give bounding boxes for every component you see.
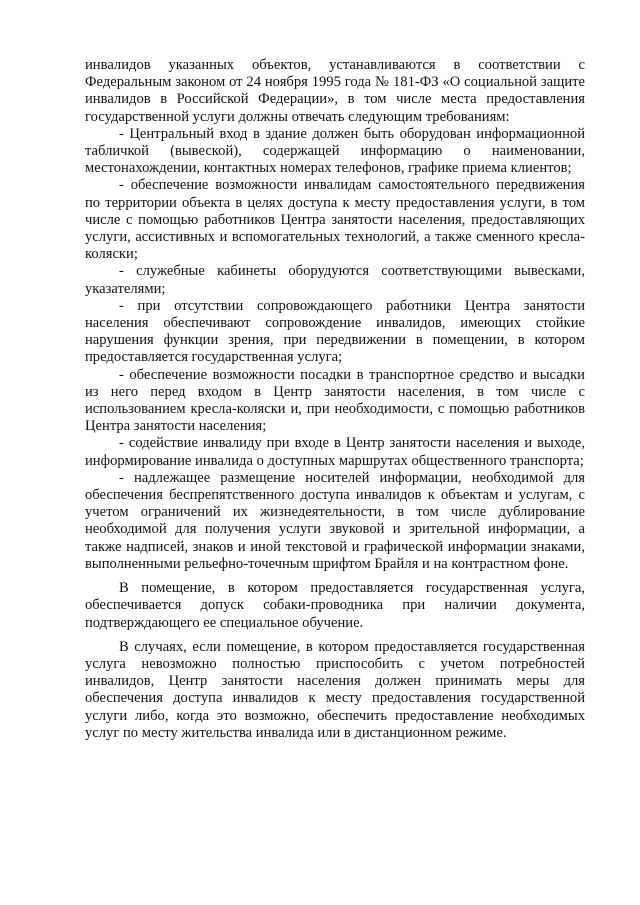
paragraph-guide-dog: В помещение, в котором предоставляется государственная услуга, обеспечивается допуск собаки-проводника при наличии документа, подтверждающего ее специальное обучение.: [85, 580, 585, 631]
paragraph-independent-movement: - обеспечение возможности инвалидам самостоятельного передвижения по территории объекта в целях доступа к месту предоставления услуги, в том числе с помощью работников Центра занятости населения, предоставляющих услуги, ассистивных и вспомогательных технологий, а также сменного кресла-коляски;: [85, 177, 585, 263]
paragraph-information-media: - надлежащее размещение носителей информации, необходимой для обеспечения беспрепятственного доступа инвалидов к объектам и услугам, с учетом ограничений их жизнедеятельности, в том числе дублирование необходимой для получения услуги звуковой и зрительной информации, а также надписей, знаков и иной текстовой и графической информации знаками, выполненными рельефно-точечным шрифтом Брайля и на контрастном фоне.: [85, 469, 585, 572]
paragraph-escort: - при отсутствии сопровождающего работники Центра занятости населения обеспечивают сопровождение инвалидов, имеющих стойкие нарушения функции зрения, при передвижении в помещении, в котором предоставляется государственная услуга;: [85, 297, 585, 366]
paragraph-alternative-measures: В случаях, если помещение, в котором предоставляется государственная услуга невозможно полностью приспособить с учетом потребностей инвалидов, Центр занятости населения должен принимать меры для обеспечения доступа инвалидов к месту предоставления государственной услуги либо, когда это возможно, обеспечить предоставление необходимых услуг по месту жительства инвалида или в дистанционном режиме.: [85, 638, 585, 741]
paragraph-entry-assistance: - содействие инвалиду при входе в Центр занятости населения и выходе, информирование инвалида о доступных маршрутах общественного транспорта;: [85, 435, 585, 469]
document-body: [85, 57, 585, 742]
paragraph-entrance-signage: - Центральный вход в здание должен быть оборудован информационной табличкой (вывеской), содержащей информацию о наименовании, местонахождении, контактных номерах телефонов, графике приема клиентов;: [85, 125, 585, 177]
paragraph-office-signs: - служебные кабинеты оборудуются соответствующими вывесками, указателями;: [85, 263, 585, 297]
paragraph-intro: инвалидов указанных объектов, устанавливаются в соответствии с Федеральным законом от 24 ноября 1995 года № 181-ФЗ «О социальной защите инвалидов в Российской Федерации», в том числе места предоставления государственной услуги должны отвечать следующим требованиям:: [85, 57, 585, 125]
paragraph-transport-boarding: - обеспечение возможности посадки в транспортное средство и высадки из него перед входом в Центр занятости населения, в том числе с использованием кресла-коляски и, при необходимости, с помощью работников Центра занятости населения;: [85, 366, 585, 435]
